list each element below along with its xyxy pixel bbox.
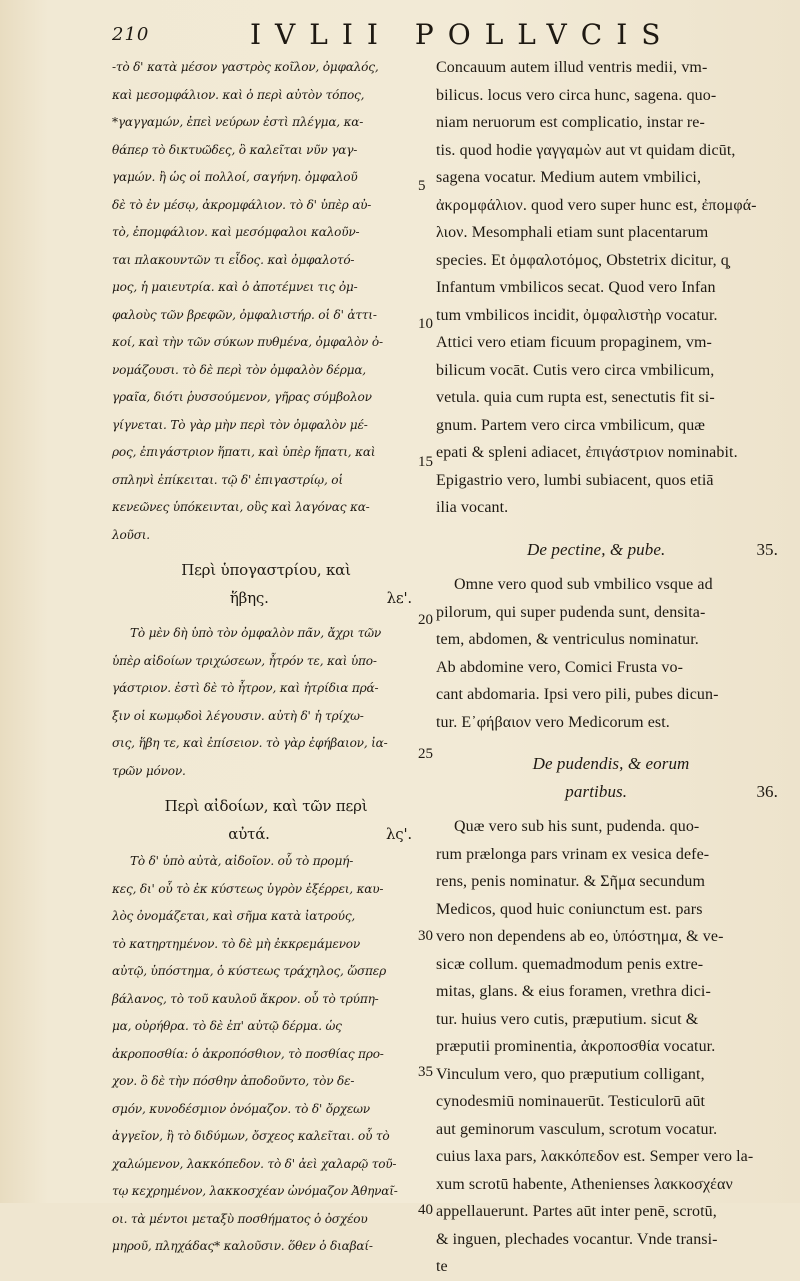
text-line: sagena vocatur. Medium autem vmbilici, (436, 169, 702, 186)
page-number: 210 (112, 24, 150, 45)
text-line: Vinculum vero, quo præputium colligant, (436, 1065, 705, 1083)
latin-heading-2: De pectine, & pube. 35. (436, 536, 786, 564)
text-line: sicæ collum. quemadmodum penis extre- (436, 955, 704, 973)
text-line: σμόν, κυνοδέσμιον ὀνόμαζον. τὸ δ' ὄρχεων (112, 1101, 370, 1116)
text-line: aut geminorum vasculum, scrotum vocatur. (436, 1120, 718, 1138)
text-line: rens, penis nominatur. & Σῆμα secundum (436, 873, 706, 890)
greek-heading-3: Περὶ αἰδοίων, καὶ τῶν περὶ (164, 797, 368, 815)
greek-paragraph-3 (112, 848, 420, 1261)
text-line: tem, abdomen, & ventriculus nominatur. (436, 631, 699, 648)
text-line: Medicos, quod huic coniunctum est. pars (436, 900, 703, 918)
text-line: βάλανος, τὸ τοῦ καυλοῦ ἄκρον. οὗ τὸ τρύπη- (112, 991, 379, 1006)
line-number: 20 (418, 612, 433, 628)
greek-column (112, 54, 420, 1253)
text-line: niam neruorum est complicatio, instar re- (436, 114, 705, 131)
text-line: te (436, 1258, 448, 1275)
latin-section-number: 36. (756, 781, 778, 801)
text-line: ται πλακουντῶν τι εἶδος. καὶ ὀμφαλοτό- (112, 252, 355, 267)
text-line: Omne vero quod sub vmbilico vsque ad (454, 576, 713, 593)
text-line: ἀγγεῖον, ἢ τὸ διδύμων, ὄσχεος καλεῖται. οὗ τὸ (112, 1129, 390, 1143)
greek-paragraph-1 (112, 54, 420, 549)
greek-heading-2b: ἥβης. λε'. (112, 585, 420, 613)
latin-column (436, 54, 786, 1275)
text-line: σπληνὶ ἐπίκειται. τῷ δ' ἐπιγαστρίῳ, οἱ (112, 472, 343, 487)
line-number: 10 (418, 316, 433, 332)
text-line: τὸ, ἐπομφάλιον. καὶ μεσόμφαλοι καλοῦν- (112, 225, 360, 239)
text-line: tur. Ε᾽φήβαιον vero Medicorum est. (436, 713, 670, 731)
latin-paragraph-3 (436, 813, 786, 1281)
line-number: 15 (418, 454, 433, 470)
greek-paragraph-2 (112, 620, 420, 785)
text-line: τρῶν μόνον. (112, 763, 186, 778)
page-title: IVLII POLLVCIS (250, 18, 675, 51)
text-line: Quæ vero sub his sunt, pudenda. quo- (454, 818, 700, 835)
text-line: appellauerunt. Partes aūt inter penē, scrotū, (436, 1203, 717, 1220)
text-line: Infantum vmbilicos secat. Quod vero Infan (436, 279, 716, 296)
text-line: bilicus. locus vero circa hunc, sagena. quo- (436, 86, 717, 104)
latin-section-number: 35. (756, 539, 778, 559)
latin-paragraph-1 (436, 54, 786, 522)
text-line: χαλώμενον, λακκόπεδον. τὸ δ' ἀεὶ χαλαρῷ τοῦ- (112, 1156, 397, 1171)
text-line: καὶ μεσομφάλιον. καὶ ὁ περὶ αὐτὸν τόπος, (112, 87, 365, 102)
text-line: epati & spleni adiacet, ἐπιγάστριον nominabit. (436, 444, 738, 461)
text-line: Concauum autem illud ventris medii, vm- (436, 59, 708, 76)
text-line: rum prælonga pars vrinam ex vesica defe- (436, 845, 710, 863)
text-line: νομάζουσι. τὸ δὲ περὶ τὸν ὀμφαλὸν δέρμα, (112, 362, 366, 377)
text-line: tis. quod hodie γαγγαμὼν aut vt quidam dicūt, (436, 141, 736, 159)
text-line: γίγνεται. Τὸ γὰρ μὴν περὶ τὸν ὀμφαλὸν μέ- (112, 417, 368, 432)
line-number: 40 (418, 1202, 433, 1218)
latin-paragraph-2 (436, 571, 786, 736)
text-line: gnum. Partem vero circa vmbilicum, quæ (436, 416, 706, 434)
greek-section-number: λε'. (386, 588, 412, 607)
text-line: λὸς ὀνομάζεται, καὶ σῆμα κατὰ ἰατρούς, (112, 909, 356, 923)
line-number: 35 (418, 1064, 433, 1080)
line-number: 5 (418, 178, 426, 194)
text-line: tum vmbilicos incidit, ὀμφαλιστὴρ vocatur. (436, 306, 718, 324)
text-line: præputii prominentia, ἀκροποσθία vocatur. (436, 1038, 716, 1055)
text-line: cuius laxa pars, λακκόπεδον est. Semper vero la- (436, 1148, 754, 1165)
line-number: 30 (418, 928, 433, 944)
text-line: Τὸ μὲν δὴ ὑπὸ τὸν ὀμφαλὸν πᾶν, ἄχρι τῶν (130, 626, 382, 640)
text-line: λοῦσι. (112, 527, 150, 542)
text-line: vero non dependens ab eo, ὑπόστημα, & ve- (436, 928, 724, 945)
text-line: *γαγγαμών, ἐπεὶ νεύρων ἐστὶ πλέγμα, κα- (112, 115, 364, 129)
text-line: tur. huius vero cutis, præputium. sicut & (436, 1010, 699, 1028)
text-line: Ab abdomine vero, Comici Frusta vo- (436, 658, 684, 676)
text-line: pilorum, qui super pudenda sunt, densita- (436, 603, 706, 621)
text-line: μος, ἡ μαιευτρία. καὶ ὁ ἀποτέμνει τις ὀμ- (112, 280, 358, 294)
text-line: σις, ἥβη τε, καὶ ἐπίσειον. τὸ γὰρ ἐφήβαιον, ἰα- (112, 736, 388, 750)
text-line: Epigastrio vero, lumbi subiacent, quos etiā (436, 471, 714, 489)
text-line: λιον. Mesomphali etiam sunt placentarum (436, 224, 709, 241)
text-line: μηροῦ, πληχάδας* καλοῦσιν. ὅθεν ὁ διαβαί- (112, 1239, 373, 1253)
text-line: θάπερ τὸ δικτυῶδες, ὃ καλεῖται νῦν γαγ- (112, 142, 358, 157)
text-line: κες, δι' οὗ τὸ ἐκ κύστεως ὑγρὸν ἐξέρρει, καυ- (112, 881, 384, 896)
text-line: cynodesmiū nominauerūt. Testiculorū aūt (436, 1093, 706, 1110)
text-line: cant abdomaria. Ipsi vero pili, pubes dicun- (436, 686, 719, 703)
greek-heading-3b: αὐτά. λς'. (112, 821, 420, 849)
text-line: δὲ τὸ ἐν μέσῳ, ἀκρομφάλιον. τὸ δ' ὑπὲρ αὐ- (112, 197, 372, 212)
text-line: αὐτῷ, ὑπόστημα, ὁ κύστεως τράχηλος, ὥσπερ (112, 964, 386, 978)
text-line: Attici vero etiam ficuum propaginem, vm- (436, 334, 712, 351)
text-line: φαλοὺς τῶν βρεφῶν, ὀμφαλιστήρ. οἱ δ' ἀττι- (112, 307, 377, 322)
text-line: -τὸ δ' κατὰ μέσον γαστρὸς κοῖλον, ὀμφαλός, (112, 60, 379, 74)
text-line: species. Et ὀμφαλοτόμος, Obstetrix dicitur, q̧ (436, 251, 729, 269)
latin-heading-3: De pudendis, & eorum (532, 754, 690, 773)
text-line: ρος, ἐπιγάστριον ἥπατι, καὶ ὑπὲρ ἥπατι, καὶ (112, 445, 376, 459)
text-line: κενεῶνες ὑπόκεινται, οὓς καὶ λαγόνας κα- (112, 500, 370, 514)
text-line: τῳ κεχρημένον, λακκοσχέαν ὠνόμαζον Ἀθηναῖ- (112, 1184, 398, 1198)
text-line: Τὸ δ' ὑπὸ αὐτὰ, αἰδοῖον. οὗ τὸ προμή- (130, 854, 354, 868)
text-line: ἀκροποσθία: ὁ ἀκροπόσθιον, τὸ ποσθίας προ- (112, 1046, 384, 1061)
text-line: & inguen, plechades vocantur. Vnde transi- (436, 1230, 718, 1248)
text-line: bilicum vocāt. Cutis vero circa vmbilicum, (436, 361, 715, 379)
running-head (0, 18, 800, 58)
text-line: vetula. quia cum rupta est, senectutis fit si- (436, 389, 715, 406)
text-line: χον. ὃ δὲ τὴν πόσθην ἀποδοῦντο, τὸν δε- (112, 1074, 355, 1088)
text-line: γαμών. ἢ ὡς οἱ πολλοί, σαγήνη. ὀμφαλοῦ (112, 170, 358, 184)
greek-section-number: λς'. (386, 824, 412, 843)
text-line: γάστριον. ἐστὶ δὲ τὸ ἦτρον, καὶ ἠτρίδια πρά- (112, 681, 379, 695)
text-line: ξιν οἱ κωμῳδοὶ λέγουσιν. αὐτὴ δ' ἡ τρίχω- (112, 708, 364, 723)
greek-heading-2: Περὶ ὑπογαστρίου, καὶ (181, 561, 351, 579)
text-line: οι. τὰ μέντοι μεταξὺ ποσθήματος ὁ ὀσχέου (112, 1211, 368, 1226)
text-line: τὸ κατηρτημένον. τὸ δὲ μὴ ἐκκρεμάμενον (112, 936, 361, 951)
text-line: mitas, glans. & eius foramen, vrethra dici- (436, 983, 711, 1000)
text-line: ἀκρομφάλιον. quod vero super hunc est, ἐπομφά- (436, 196, 757, 214)
text-line: ilia vocant. (436, 499, 509, 516)
text-line: ὑπὲρ αἰδοίων τριχώσεων, ἦτρόν τε, καὶ ὑπο- (112, 653, 377, 668)
text-line: κοί, καὶ τὴν τῶν σύκων πυθμένα, ὀμφαλὸν ὀ- (112, 335, 383, 349)
text-line: xum scrotū habente, Athenienses λακκοσχέαν (436, 1175, 733, 1193)
line-number: 25 (418, 746, 433, 762)
text-line: γραῖα, διότι ῥυσσούμενον, γῆρας σύμβολον (112, 390, 372, 404)
latin-heading-3b: partibus. 36. (436, 778, 786, 806)
text-line: μα, οὐρήθρα. τὸ δὲ ἐπ' αὐτῷ δέρμα. ὡς (112, 1019, 342, 1033)
